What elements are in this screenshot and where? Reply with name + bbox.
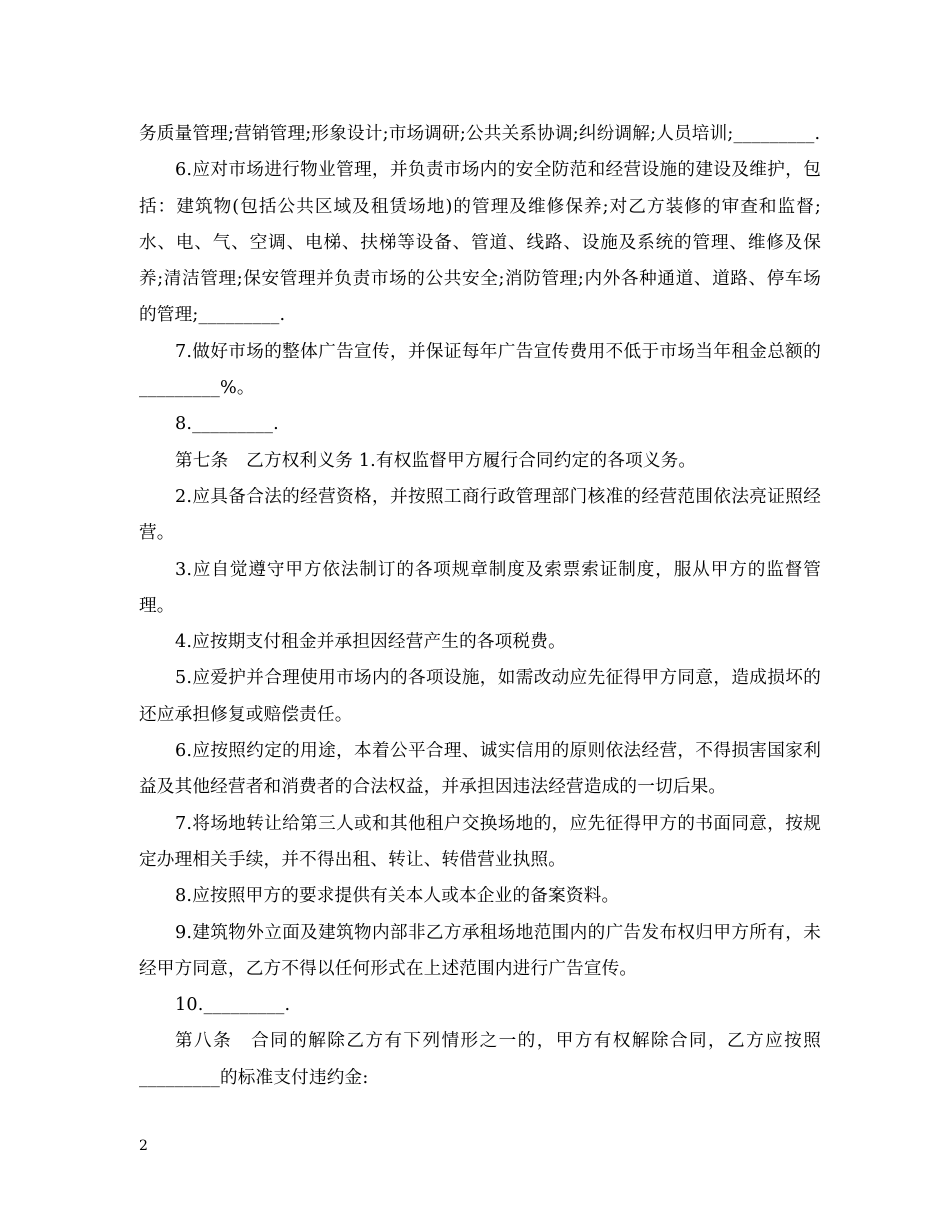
paragraph-clause-8-blank: 8._________.: [175, 414, 279, 435]
paragraph-article-7-heading: 第七条 乙方权利义务 1.有权监督甲方履行合同约定的各项义务。: [175, 450, 697, 471]
document-body: [139, 116, 821, 1096]
paragraph-article-8-heading: 第八条 合同的解除乙方有下列情形之一的，甲方有权解除合同，乙方应按照_________的标准支付违约金:: [139, 1031, 821, 1088]
paragraph-service-management: 务质量管理;营销管理;形象设计;市场调研;公共关系协调;纠纷调解;人员培训;_________.: [139, 124, 821, 144]
paragraph-article-7-item-9: 9.建筑物外立面及建筑物内部非乙方承租场地范围内的广告发布权归甲方所有，未经甲方同意，乙方不得以任何形式在上述范围内进行广告宣传。: [139, 922, 821, 979]
paragraph-article-7-item-10: 10._________.: [175, 995, 291, 1016]
paragraph-article-7-item-2: 2.应具备合法的经营资格，并按照工商行政管理部门核准的经营范围依法亮证照经营。: [139, 486, 821, 544]
page-number: 2: [139, 1138, 148, 1154]
paragraph-clause-6-property-management: 6.应对市场进行物业管理，并负责市场内的安全防范和经营设施的建设及维护，包括：建筑物(包括公共区域及租赁场地)的管理及维修保养;对乙方装修的审查和监督;水、电、气、空调、电梯、扶梯等设备、管道、线路、设施及系统的管理、维修及保养;清洁管理;保安管理并负责市场的公共安全;消防管理;内外各种通道、道路、停车场的管理;_________.: [139, 160, 821, 326]
paragraph-article-7-item-8: 8.应按照甲方的要求提供有关本人或本企业的备案资料。: [175, 886, 620, 907]
paragraph-article-7-item-6: 6.应按照约定的用途，本着公平合理、诚实信用的原则依法经营，不得损害国家利益及其他经营者和消费者的合法权益，并承担因违法经营造成的一切后果。: [139, 741, 821, 798]
paragraph-article-7-item-3: 3.应自觉遵守甲方依法制订的各项规章制度及索票索证制度，服从甲方的监督管理。: [139, 559, 821, 616]
paragraph-article-7-item-5: 5.应爱护并合理使用市场内的各项设施，如需改动应先征得甲方同意，造成损坏的还应承担修复或赔偿责任。: [139, 668, 821, 725]
paragraph-article-7-item-7: 7.将场地转让给第三人或和其他租户交换场地的，应先征得甲方的书面同意，按规定办理相关手续，并不得出租、转让、转借营业执照。: [139, 813, 821, 870]
paragraph-article-7-item-4: 4.应按期支付租金并承担因经营产生的各项税费。: [175, 632, 566, 653]
paragraph-clause-7-advertising: 7.做好市场的整体广告宣传，并保证每年广告宣传费用不低于市场当年租金总额的_________%。: [139, 341, 821, 399]
